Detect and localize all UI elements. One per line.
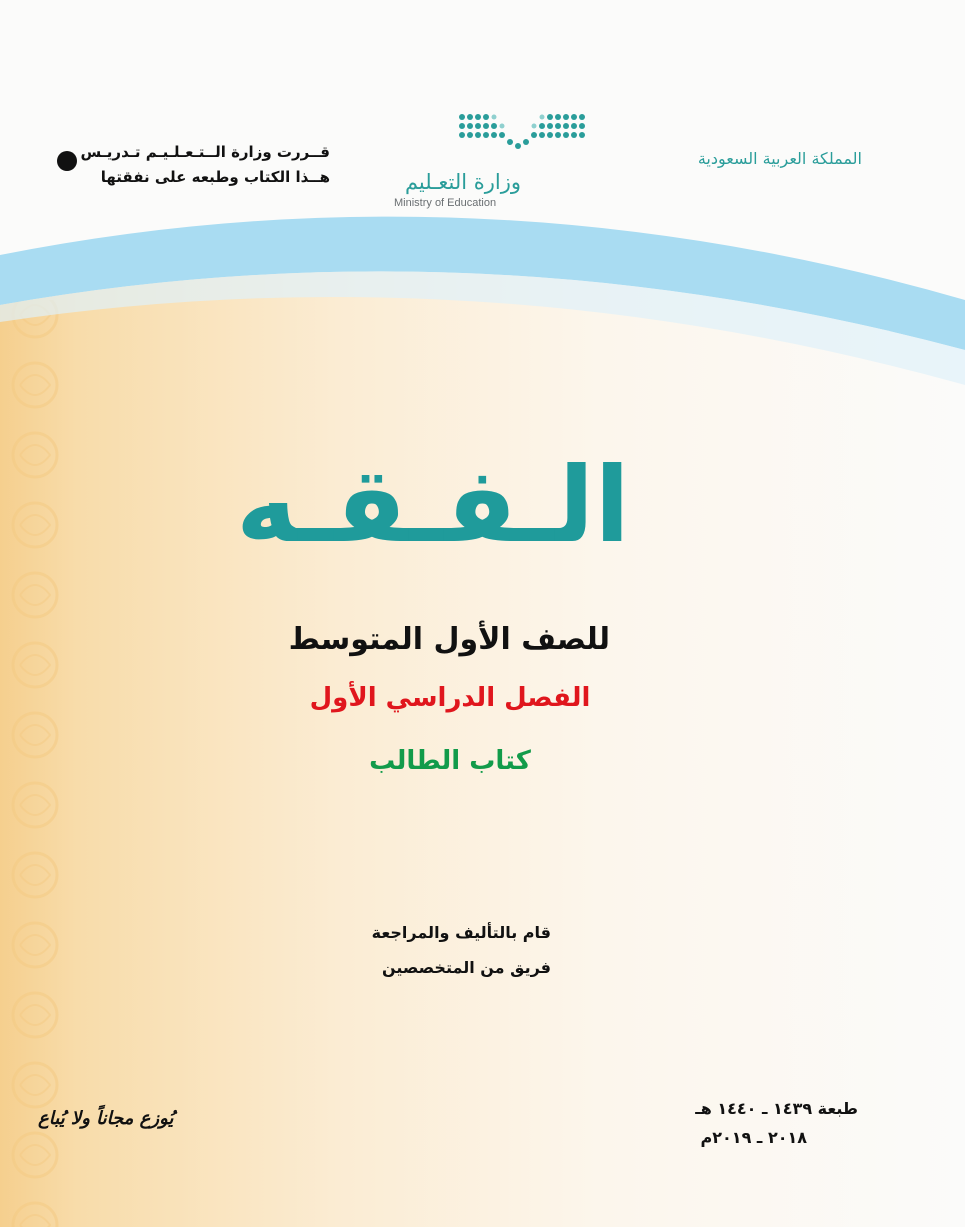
- ministry-name-ar: وزارة التعـليم: [404, 170, 521, 194]
- kingdom-name: المملكة العربية السعودية: [697, 149, 862, 168]
- ministry-name-en: Ministry of Education: [394, 197, 497, 209]
- book-title: الـفـقـه: [235, 444, 630, 566]
- edition-gregorian: ٢٠١٨ ـ ٢٠١٩م: [700, 1128, 807, 1147]
- decree-text: [80, 140, 330, 190]
- edition-hijri: طبعة ١٤٣٩ ـ ١٤٤٠ هـ: [695, 1099, 858, 1118]
- decree-line-2: هــذا الكتاب وطبعه على نفقتها: [100, 168, 330, 186]
- semester-label: الفصل الدراسي الأول: [309, 683, 591, 713]
- bullet-dot: [57, 151, 77, 171]
- book-type: كتاب الطالب: [369, 746, 531, 776]
- credits-line-1: قام بالتأليف والمراجعة: [371, 923, 551, 942]
- grade-level: للصف الأول المتوسط: [288, 622, 610, 657]
- decree-line-1: قــررت وزارة الــتـعـلـيـم تـدريـس: [80, 143, 330, 161]
- ornament-pattern: [0, 300, 80, 1227]
- credits-line-2: فريق من المتخصصين: [381, 958, 551, 977]
- distribution-note: يُوزع مجاناً ولا يُباع: [38, 1108, 174, 1129]
